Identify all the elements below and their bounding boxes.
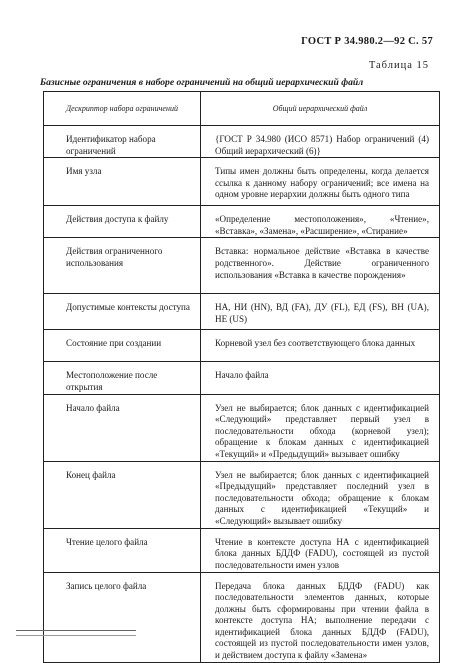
col-descriptor-header: Дескриптор набора ограничений — [44, 92, 201, 126]
row-descriptor: Чтение целого файла — [44, 528, 201, 572]
row-value: Узел не выбирается; блок данных с идентификацией «Следующий» представляет первый узел в последовательности обхода (корневой узел); обращение к блокам данных с идентификацией «Текущий» и «Предыдущий» вызывает ошибку — [201, 394, 440, 461]
table-row — [44, 330, 440, 362]
row-value: НА, НИ (HN), ВД (FA), ДУ (FL), ЕД (FS), ВН (UA), НЕ (US) — [201, 294, 440, 330]
row-descriptor: Действия доступа к файлу — [44, 206, 201, 238]
table-title: Базисные ограничения в наборе ограничений на общий иерархический файл — [40, 77, 364, 88]
table-number: Таблица 15 — [368, 60, 429, 71]
scan-edge-line — [16, 630, 136, 636]
row-value: «Определение местоположения», «Чтение», «Вставка», «Замена», «Расширение», «Стирание» — [201, 206, 440, 238]
row-descriptor: Местоположение после открытия — [44, 362, 201, 394]
table-row — [44, 294, 440, 330]
table-row — [44, 461, 440, 528]
table-header-row — [44, 92, 440, 126]
row-value: Начало файла — [201, 362, 440, 394]
row-value: Вставка: нормальное действие «Вставка в качестве родственного». Действие ограниченного использования «Вставка в качестве порождения» — [201, 238, 440, 294]
table-row — [44, 528, 440, 572]
row-value: Типы имен должны быть определены, когда делается ссылка к данному набору ограничений; все имена на одном уровне иерархии должны быть одного типа — [201, 158, 440, 206]
table-row — [44, 206, 440, 238]
table-row — [44, 238, 440, 294]
table-row — [44, 394, 440, 461]
table-row — [44, 158, 440, 206]
page-header: ГОСТ Р 34.980.2—92 С. 57 — [301, 36, 433, 47]
row-descriptor: Начало файла — [44, 394, 201, 461]
row-descriptor: Состояние при создании — [44, 330, 201, 362]
row-descriptor: Конец файла — [44, 461, 201, 528]
row-value: Передача блока данных БДДФ (FADU) как последовательности элементов данных, которые должны быть сформированы при чтении файла в контексте доступа НА; выполнение передачи с идентификацией блока данных БДДФ (FADU), состоящей из пустой последовательности имен узлов, и действием доступа к файлу «Замена» — [201, 572, 440, 662]
row-descriptor: Действия ограниченного использования — [44, 238, 201, 294]
table-row — [44, 126, 440, 158]
row-descriptor: Имя узла — [44, 158, 201, 206]
row-descriptor: Идентификатор набора ограничений — [44, 126, 201, 158]
table-row — [44, 572, 440, 662]
row-descriptor: Запись целого файла — [44, 572, 201, 662]
col-value-header: Общий иерархический файл — [201, 92, 440, 126]
row-value: {ГОСТ Р 34.980 (ИСО 8571) Набор ограничений (4) Общий иерархический (6)} — [201, 126, 440, 158]
row-value: Узел не выбирается; блок данных с идентификацией «Предыдущий» представляет последний узел в последовательности обхода; обращение к блокам данных с идентификацией «Текущий» и «Следующий» вызывает ошибку — [201, 461, 440, 528]
row-descriptor: Допустимые контексты доступа — [44, 294, 201, 330]
row-value: Чтение в контексте доступа НА с идентификацией блока данных БДДФ (FADU), состоящей из пустой последовательности имен узлов — [201, 528, 440, 572]
row-value: Корневой узел без соответствующего блока данных — [201, 330, 440, 362]
constraints-table — [43, 91, 440, 663]
table-row — [44, 362, 440, 394]
